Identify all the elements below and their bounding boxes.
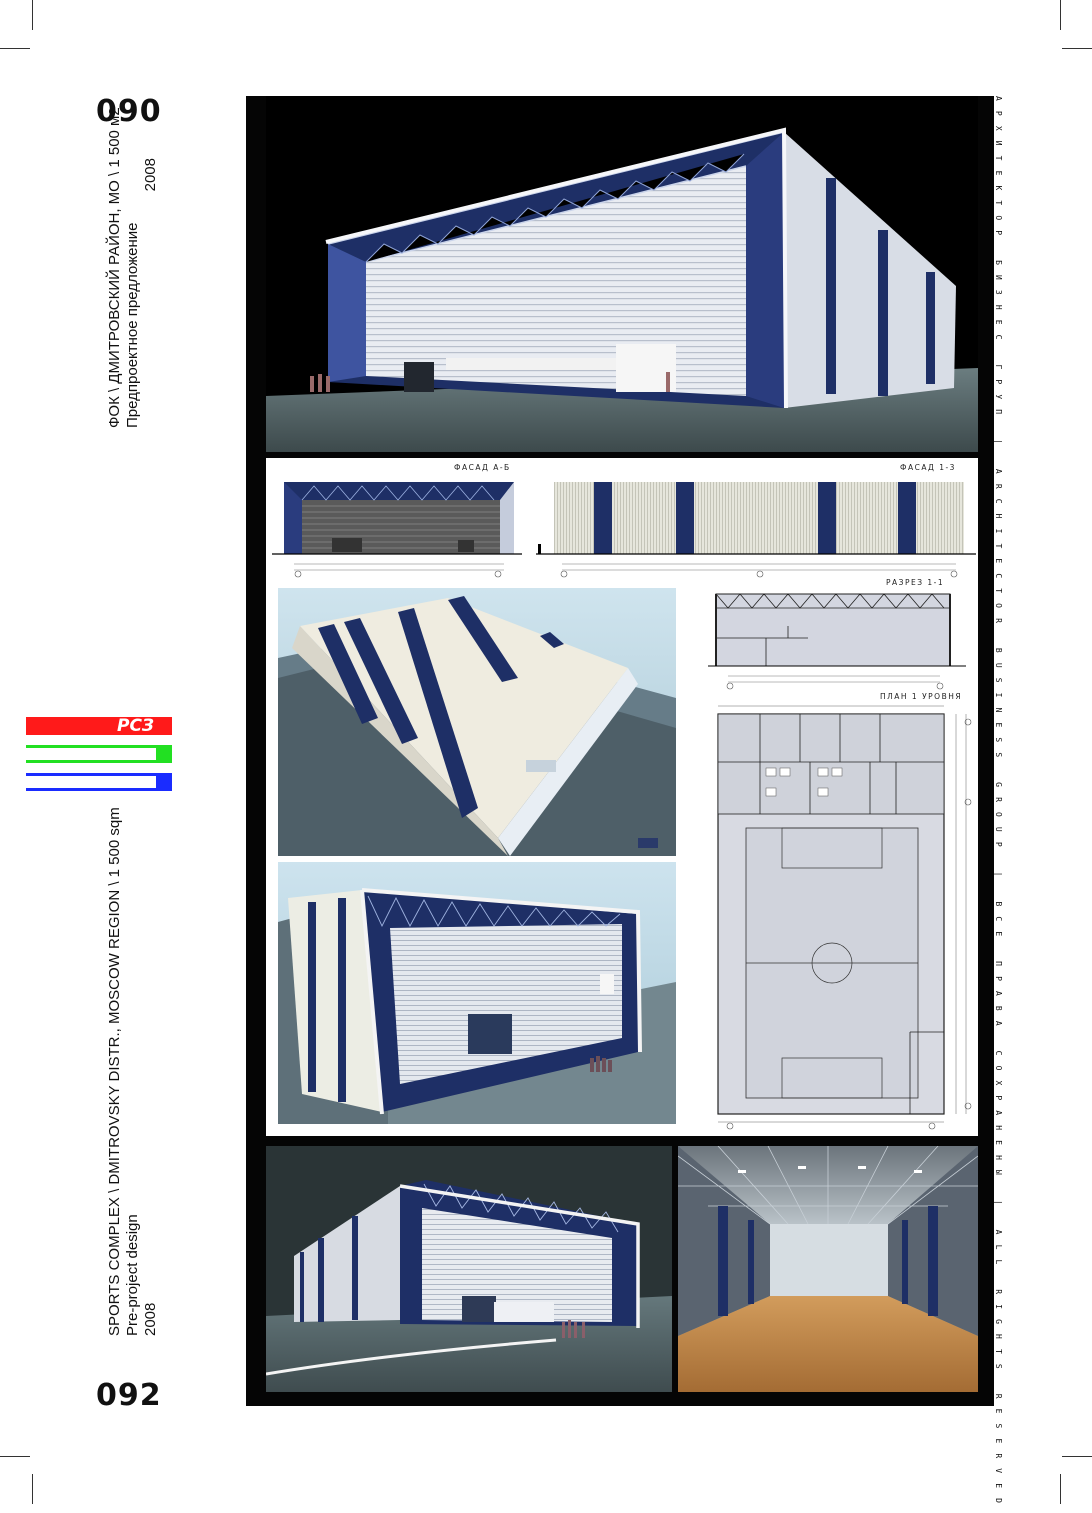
crop-mark [1062, 48, 1092, 49]
interior-rendering [678, 1146, 978, 1392]
crop-mark [0, 1456, 30, 1457]
crop-mark [32, 1474, 33, 1504]
logo-green-bar [26, 745, 172, 763]
crop-mark [1060, 1474, 1061, 1504]
aerial-rendering [278, 588, 676, 856]
crop-mark [1060, 0, 1061, 30]
page-number-top: 090 [96, 94, 162, 129]
facade-13-title: ФАСАД 1-3 [900, 463, 956, 472]
section-11-title: РАЗРЕЗ 1-1 [886, 578, 945, 587]
hero-rendering [266, 96, 978, 452]
section-11-drawing [708, 590, 966, 692]
crop-mark [32, 0, 33, 30]
facade-13-drawing [536, 474, 976, 582]
header-en [106, 807, 160, 1336]
header-en-line1: SPORTS COMPLEX \ DMITROVSKY DISTR., MOSCOW REGION \ 1 500 sqm [106, 807, 123, 1336]
header-ru-line1: ФОК \ ДМИТРОВСКИЙ РАЙОН, МО \ 1 500 м2 [106, 107, 123, 428]
page-number-bottom: 092 [96, 1378, 162, 1413]
plan-level1-drawing [700, 702, 974, 1132]
header-ru-line2: Предпроектное предложение [124, 222, 141, 428]
side-credit: АРХИТЕКТОР БИЗНЕС ГРУП | ARCHITECTOR BUSINESS GROUP | ВСЕ ПРАВА СОХРАНЕНЫ | ALL RIGHTS RESERVED [994, 96, 1003, 1513]
crop-mark [1062, 1456, 1092, 1457]
crop-mark [0, 48, 30, 49]
night-rendering-bottom [266, 1146, 672, 1392]
header-ru [106, 107, 160, 428]
logo-text: РСЗ [116, 716, 154, 736]
header-ru-line3: 2008 [142, 158, 159, 192]
facade-ab-drawing [272, 474, 522, 582]
facade-ab-title: ФАСАД А-Б [454, 463, 511, 472]
plan-level1-title: ПЛАН 1 УРОВНЯ [880, 692, 963, 701]
logo-red-bar [26, 717, 172, 735]
perspective-rendering [278, 862, 676, 1124]
header-en-line3: 2008 [142, 1302, 159, 1336]
logo-blue-bar [26, 773, 172, 791]
header-en-line2: Pre-project design [124, 1214, 141, 1336]
